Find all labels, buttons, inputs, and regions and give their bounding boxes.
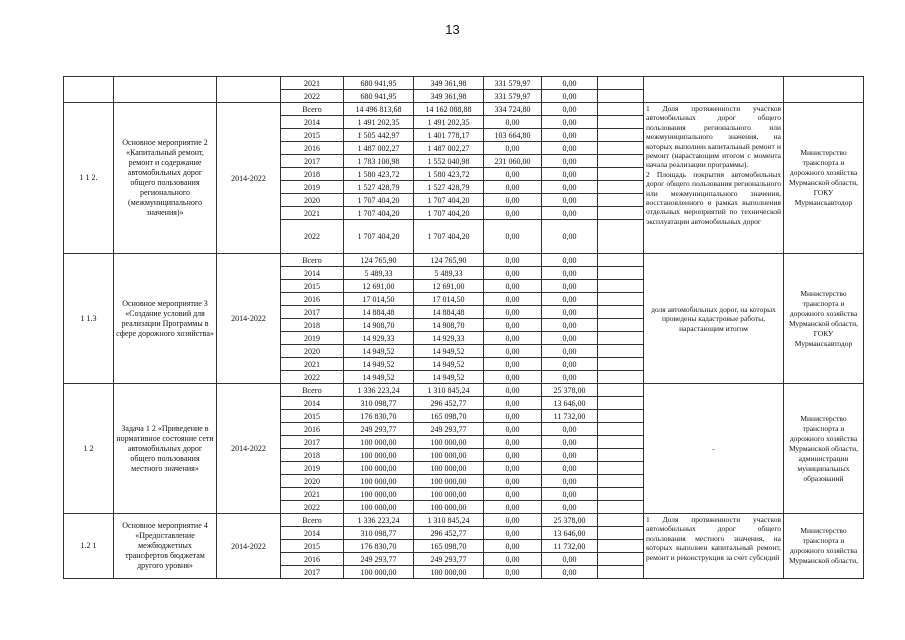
local-budget-cell: 0,00 (542, 254, 598, 267)
year-cell: Всего (281, 384, 344, 397)
local-budget-cell: 0,00 (542, 553, 598, 566)
extra-budget-cell (598, 488, 644, 501)
federal-budget-cell: 0,00 (484, 436, 542, 449)
local-budget-cell: 11 732,00 (542, 540, 598, 553)
extra-budget-cell (598, 103, 644, 116)
extra-budget-cell (598, 462, 644, 475)
regional-budget-cell: 249 293,77 (414, 553, 484, 566)
local-budget-cell: 0,00 (542, 462, 598, 475)
indicator-text: 1 Доля протяженности участков автомобильных дорог общего пользования регионального или межмуниципального значения, на которых выполнен капитальный ремонт и ремонт (нарастающим итогом с момента начала реализации программы). (646, 104, 781, 170)
federal-budget-cell: 0,00 (484, 540, 542, 553)
number-cell (64, 77, 114, 103)
total-cell: 1 707 404,20 (344, 207, 414, 220)
local-budget-cell: 13 646,00 (542, 397, 598, 410)
period-cell: 2014-2022 (217, 514, 281, 579)
budget-table (63, 76, 864, 579)
federal-budget-cell: 334 724,80 (484, 103, 542, 116)
activity-name-cell: Основное мероприятие 2 «Капитальный ремонт, ремонт и содержание автомобильных дорог общего пользования регионального (межмуниципального значения)» (114, 103, 217, 254)
year-cell: 2018 (281, 319, 344, 332)
regional-budget-cell: 100 000,00 (414, 436, 484, 449)
local-budget-cell: 0,00 (542, 319, 598, 332)
year-cell: 2015 (281, 129, 344, 142)
year-cell: 2016 (281, 293, 344, 306)
federal-budget-cell: 0,00 (484, 514, 542, 527)
total-cell: 1 707 404,20 (344, 220, 414, 254)
table-row (64, 384, 864, 397)
year-cell: 2021 (281, 77, 344, 90)
total-cell: 310 098,77 (344, 527, 414, 540)
total-cell: 1 783 100,98 (344, 155, 414, 168)
local-budget-cell: 0,00 (542, 423, 598, 436)
total-cell: 1 336 223,24 (344, 384, 414, 397)
table-row (64, 514, 864, 527)
year-cell: 2021 (281, 207, 344, 220)
extra-budget-cell (598, 397, 644, 410)
total-cell: 680 941,95 (344, 90, 414, 103)
extra-budget-cell (598, 410, 644, 423)
indicator-cell (644, 514, 784, 579)
year-cell: 2019 (281, 462, 344, 475)
total-cell: 14 949,52 (344, 345, 414, 358)
total-cell: 14 929,33 (344, 332, 414, 345)
extra-budget-cell (598, 436, 644, 449)
year-cell: 2021 (281, 488, 344, 501)
local-budget-cell: 0,00 (542, 142, 598, 155)
executor-cell: Министерство транспорта и дорожного хозяйства Мурманской области, администрации муниципальных образований (784, 384, 864, 514)
activity-name-cell: Основное мероприятие 3 «Создание условий для реализации Программы в сфере дорожного хозяйства» (114, 254, 217, 384)
extra-budget-cell (598, 566, 644, 579)
extra-budget-cell (598, 319, 644, 332)
total-cell: 176 830,70 (344, 540, 414, 553)
extra-budget-cell (598, 90, 644, 103)
year-cell: 2017 (281, 306, 344, 319)
year-cell: 2014 (281, 397, 344, 410)
regional-budget-cell: 1 580 423,72 (414, 168, 484, 181)
federal-budget-cell: 0,00 (484, 449, 542, 462)
extra-budget-cell (598, 254, 644, 267)
regional-budget-cell: 1 310 845,24 (414, 384, 484, 397)
federal-budget-cell: 0,00 (484, 527, 542, 540)
extra-budget-cell (598, 280, 644, 293)
executor-cell: Министерство транспорта и дорожного хозяйства Мурманской области, ГОКУ Мурманскавтодор (784, 254, 864, 384)
year-cell: 2021 (281, 358, 344, 371)
extra-budget-cell (598, 345, 644, 358)
name-cell (114, 77, 217, 103)
total-cell: 100 000,00 (344, 436, 414, 449)
local-budget-cell: 0,00 (542, 332, 598, 345)
regional-budget-cell: 12 691,00 (414, 280, 484, 293)
local-budget-cell: 0,00 (542, 306, 598, 319)
regional-budget-cell: 165 098,70 (414, 410, 484, 423)
federal-budget-cell: 0,00 (484, 553, 542, 566)
extra-budget-cell (598, 220, 644, 254)
total-cell: 100 000,00 (344, 475, 414, 488)
extra-budget-cell (598, 475, 644, 488)
indicator-cell (644, 384, 784, 514)
regional-budget-cell: 100 000,00 (414, 488, 484, 501)
federal-budget-cell: 103 664,80 (484, 129, 542, 142)
local-budget-cell: 0,00 (542, 475, 598, 488)
year-cell: 2017 (281, 566, 344, 579)
local-budget-cell: 0,00 (542, 566, 598, 579)
total-cell: 249 293,77 (344, 423, 414, 436)
local-budget-cell: 0,00 (542, 267, 598, 280)
total-cell: 310 098,77 (344, 397, 414, 410)
total-cell: 100 000,00 (344, 488, 414, 501)
federal-budget-cell: 0,00 (484, 566, 542, 579)
regional-budget-cell: 1 552 040,98 (414, 155, 484, 168)
local-budget-cell: 0,00 (542, 90, 598, 103)
year-cell: 2019 (281, 332, 344, 345)
federal-budget-cell: 0,00 (484, 207, 542, 220)
period-cell (217, 77, 281, 103)
table-body (64, 77, 864, 579)
extra-budget-cell (598, 155, 644, 168)
total-cell: 249 293,77 (344, 553, 414, 566)
regional-budget-cell: 14 884,48 (414, 306, 484, 319)
regional-budget-cell: 1 707 404,20 (414, 207, 484, 220)
regional-budget-cell: 14 929,33 (414, 332, 484, 345)
extra-budget-cell (598, 142, 644, 155)
row-number-cell: 1 2 (64, 384, 114, 514)
federal-budget-cell: 0,00 (484, 267, 542, 280)
extra-budget-cell (598, 194, 644, 207)
total-cell: 1 527 428,79 (344, 181, 414, 194)
federal-budget-cell: 331 579,97 (484, 77, 542, 90)
extra-budget-cell (598, 449, 644, 462)
federal-budget-cell: 0,00 (484, 194, 542, 207)
local-budget-cell: 0,00 (542, 129, 598, 142)
federal-budget-cell: 0,00 (484, 501, 542, 514)
total-cell: 1 505 442,97 (344, 129, 414, 142)
federal-budget-cell: 0,00 (484, 358, 542, 371)
regional-budget-cell: 124 765,90 (414, 254, 484, 267)
table-row (64, 77, 864, 90)
year-cell: 2014 (281, 527, 344, 540)
executor-cell: Министерство транспорта и дорожного хозяйства Мурманской области, ГОКУ Мурманскавтодор (784, 103, 864, 254)
year-cell: 2022 (281, 90, 344, 103)
federal-budget-cell: 0,00 (484, 220, 542, 254)
federal-budget-cell: 0,00 (484, 319, 542, 332)
extra-budget-cell (598, 267, 644, 280)
regional-budget-cell: 165 098,70 (414, 540, 484, 553)
indicator-cell (644, 103, 784, 254)
table-row (64, 103, 864, 116)
regional-budget-cell: 1 527 428,79 (414, 181, 484, 194)
year-cell: 2019 (281, 181, 344, 194)
extra-budget-cell (598, 168, 644, 181)
regional-budget-cell: 100 000,00 (414, 475, 484, 488)
year-cell: 2015 (281, 280, 344, 293)
year-cell: 2016 (281, 553, 344, 566)
total-cell: 14 496 813,68 (344, 103, 414, 116)
year-cell: 2015 (281, 410, 344, 423)
federal-budget-cell: 0,00 (484, 488, 542, 501)
indicator-text: - (712, 444, 715, 454)
extra-budget-cell (598, 527, 644, 540)
extra-budget-cell (598, 332, 644, 345)
total-cell: 100 000,00 (344, 449, 414, 462)
total-cell: 100 000,00 (344, 501, 414, 514)
year-cell: 2022 (281, 501, 344, 514)
indicator-text: 1 Доля протяженности участков автомобильных дорог общего пользования местного значения, на которых выполнен капитальный ремонт, ремонт и реконструкция за счет субсидий (646, 515, 781, 562)
indicator-text: 2 Площадь покрытия автомобильных дорог общего пользования регионального или межмуниципального значения, восстановленного в рамках выполнения отдельных мероприятий по технической эксплуатации автомобильных дорог (646, 169, 781, 226)
extra-budget-cell (598, 371, 644, 384)
federal-budget-cell: 0,00 (484, 181, 542, 194)
local-budget-cell: 0,00 (542, 293, 598, 306)
table-row (64, 254, 864, 267)
total-cell: 100 000,00 (344, 462, 414, 475)
year-cell: 2016 (281, 423, 344, 436)
local-budget-cell: 11 732,00 (542, 410, 598, 423)
federal-budget-cell: 0,00 (484, 254, 542, 267)
regional-budget-cell: 14 949,52 (414, 371, 484, 384)
total-cell: 17 014,50 (344, 293, 414, 306)
federal-budget-cell: 0,00 (484, 142, 542, 155)
federal-budget-cell: 0,00 (484, 384, 542, 397)
year-cell: Всего (281, 103, 344, 116)
regional-budget-cell: 5 489,33 (414, 267, 484, 280)
regional-budget-cell: 1 401 778,17 (414, 129, 484, 142)
regional-budget-cell: 296 452,77 (414, 527, 484, 540)
regional-budget-cell: 296 452,77 (414, 397, 484, 410)
regional-budget-cell: 249 293,77 (414, 423, 484, 436)
row-number-cell: 1 1.3 (64, 254, 114, 384)
total-cell: 100 000,00 (344, 566, 414, 579)
regional-budget-cell: 14 949,52 (414, 358, 484, 371)
local-budget-cell: 0,00 (542, 436, 598, 449)
year-cell: Всего (281, 514, 344, 527)
year-cell: 2022 (281, 220, 344, 254)
period-cell: 2014-2022 (217, 103, 281, 254)
total-cell: 124 765,90 (344, 254, 414, 267)
regional-budget-cell: 349 361,98 (414, 90, 484, 103)
local-budget-cell: 0,00 (542, 77, 598, 90)
extra-budget-cell (598, 306, 644, 319)
total-cell: 12 691,00 (344, 280, 414, 293)
year-cell: 2020 (281, 194, 344, 207)
executor-cell (784, 77, 864, 103)
local-budget-cell: 0,00 (542, 116, 598, 129)
federal-budget-cell: 331 579,97 (484, 90, 542, 103)
total-cell: 5 489,33 (344, 267, 414, 280)
extra-budget-cell (598, 384, 644, 397)
local-budget-cell: 13 646,00 (542, 527, 598, 540)
indicator-text: доля автомобильных дорог, на которых проведены кадастровые работы, нарастающим итогом (651, 304, 776, 333)
year-cell: 2015 (281, 540, 344, 553)
extra-budget-cell (598, 129, 644, 142)
regional-budget-cell: 100 000,00 (414, 462, 484, 475)
local-budget-cell: 25 378,00 (542, 384, 598, 397)
total-cell: 1 491 202,35 (344, 116, 414, 129)
federal-budget-cell: 0,00 (484, 475, 542, 488)
local-budget-cell: 0,00 (542, 168, 598, 181)
period-cell: 2014-2022 (217, 254, 281, 384)
federal-budget-cell: 0,00 (484, 410, 542, 423)
year-cell: 2017 (281, 436, 344, 449)
regional-budget-cell: 1 491 202,35 (414, 116, 484, 129)
federal-budget-cell: 0,00 (484, 280, 542, 293)
year-cell: 2014 (281, 116, 344, 129)
indicator-cell (644, 77, 784, 103)
local-budget-cell: 0,00 (542, 358, 598, 371)
total-cell: 14 884,48 (344, 306, 414, 319)
extra-budget-cell (598, 77, 644, 90)
indicator-cell (644, 254, 784, 384)
year-cell: Всего (281, 254, 344, 267)
regional-budget-cell: 17 014,50 (414, 293, 484, 306)
local-budget-cell: 0,00 (542, 207, 598, 220)
local-budget-cell: 0,00 (542, 488, 598, 501)
regional-budget-cell: 1 707 404,20 (414, 194, 484, 207)
executor-cell: Министерство транспорта и дорожного хозяйства Мурманской области, (784, 514, 864, 579)
extra-budget-cell (598, 207, 644, 220)
year-cell: 2016 (281, 142, 344, 155)
federal-budget-cell: 0,00 (484, 332, 542, 345)
total-cell: 14 949,52 (344, 371, 414, 384)
row-number-cell: 1 1 2. (64, 103, 114, 254)
federal-budget-cell: 0,00 (484, 371, 542, 384)
federal-budget-cell: 0,00 (484, 397, 542, 410)
page-number: 13 (445, 22, 460, 37)
regional-budget-cell: 349 361,98 (414, 77, 484, 90)
regional-budget-cell: 100 000,00 (414, 566, 484, 579)
year-cell: 2014 (281, 267, 344, 280)
row-number-cell: 1.2 1 (64, 514, 114, 579)
year-cell: 2020 (281, 475, 344, 488)
federal-budget-cell: 0,00 (484, 423, 542, 436)
local-budget-cell: 0,00 (542, 155, 598, 168)
total-cell: 14 908,70 (344, 319, 414, 332)
local-budget-cell: 0,00 (542, 371, 598, 384)
extra-budget-cell (598, 181, 644, 194)
total-cell: 14 949,52 (344, 358, 414, 371)
extra-budget-cell (598, 116, 644, 129)
total-cell: 1 336 223,24 (344, 514, 414, 527)
federal-budget-cell: 0,00 (484, 345, 542, 358)
regional-budget-cell: 1 487 002,27 (414, 142, 484, 155)
regional-budget-cell: 100 000,00 (414, 449, 484, 462)
extra-budget-cell (598, 423, 644, 436)
year-cell: 2018 (281, 168, 344, 181)
total-cell: 680 941,95 (344, 77, 414, 90)
regional-budget-cell: 100 000,00 (414, 501, 484, 514)
year-cell: 2017 (281, 155, 344, 168)
extra-budget-cell (598, 540, 644, 553)
federal-budget-cell: 0,00 (484, 116, 542, 129)
period-cell: 2014-2022 (217, 384, 281, 514)
federal-budget-cell: 231 060,00 (484, 155, 542, 168)
activity-name-cell: Задача 1 2 «Приведение в нормативное состояние сети автомобильных дорог общего пользования местного значения» (114, 384, 217, 514)
total-cell: 1 487 002,27 (344, 142, 414, 155)
activity-name-cell: Основное мероприятие 4 «Предоставление межбюджетных трансфертов бюджетам другого уровня» (114, 514, 217, 579)
local-budget-cell: 0,00 (542, 181, 598, 194)
local-budget-cell: 0,00 (542, 280, 598, 293)
extra-budget-cell (598, 553, 644, 566)
local-budget-cell: 0,00 (542, 220, 598, 254)
year-cell: 2022 (281, 371, 344, 384)
regional-budget-cell: 14 908,70 (414, 319, 484, 332)
extra-budget-cell (598, 514, 644, 527)
local-budget-cell: 0,00 (542, 345, 598, 358)
local-budget-cell: 0,00 (542, 103, 598, 116)
regional-budget-cell: 1 707 404,20 (414, 220, 484, 254)
extra-budget-cell (598, 501, 644, 514)
local-budget-cell: 25 378,00 (542, 514, 598, 527)
federal-budget-cell: 0,00 (484, 306, 542, 319)
local-budget-cell: 0,00 (542, 194, 598, 207)
local-budget-cell: 0,00 (542, 501, 598, 514)
regional-budget-cell: 14 949,52 (414, 345, 484, 358)
federal-budget-cell: 0,00 (484, 293, 542, 306)
year-cell: 2020 (281, 345, 344, 358)
federal-budget-cell: 0,00 (484, 168, 542, 181)
regional-budget-cell: 1 310 845,24 (414, 514, 484, 527)
local-budget-cell: 0,00 (542, 449, 598, 462)
federal-budget-cell: 0,00 (484, 462, 542, 475)
extra-budget-cell (598, 293, 644, 306)
regional-budget-cell: 14 162 088,88 (414, 103, 484, 116)
extra-budget-cell (598, 358, 644, 371)
year-cell: 2018 (281, 449, 344, 462)
total-cell: 176 830,70 (344, 410, 414, 423)
total-cell: 1 707 404,20 (344, 194, 414, 207)
total-cell: 1 580 423,72 (344, 168, 414, 181)
